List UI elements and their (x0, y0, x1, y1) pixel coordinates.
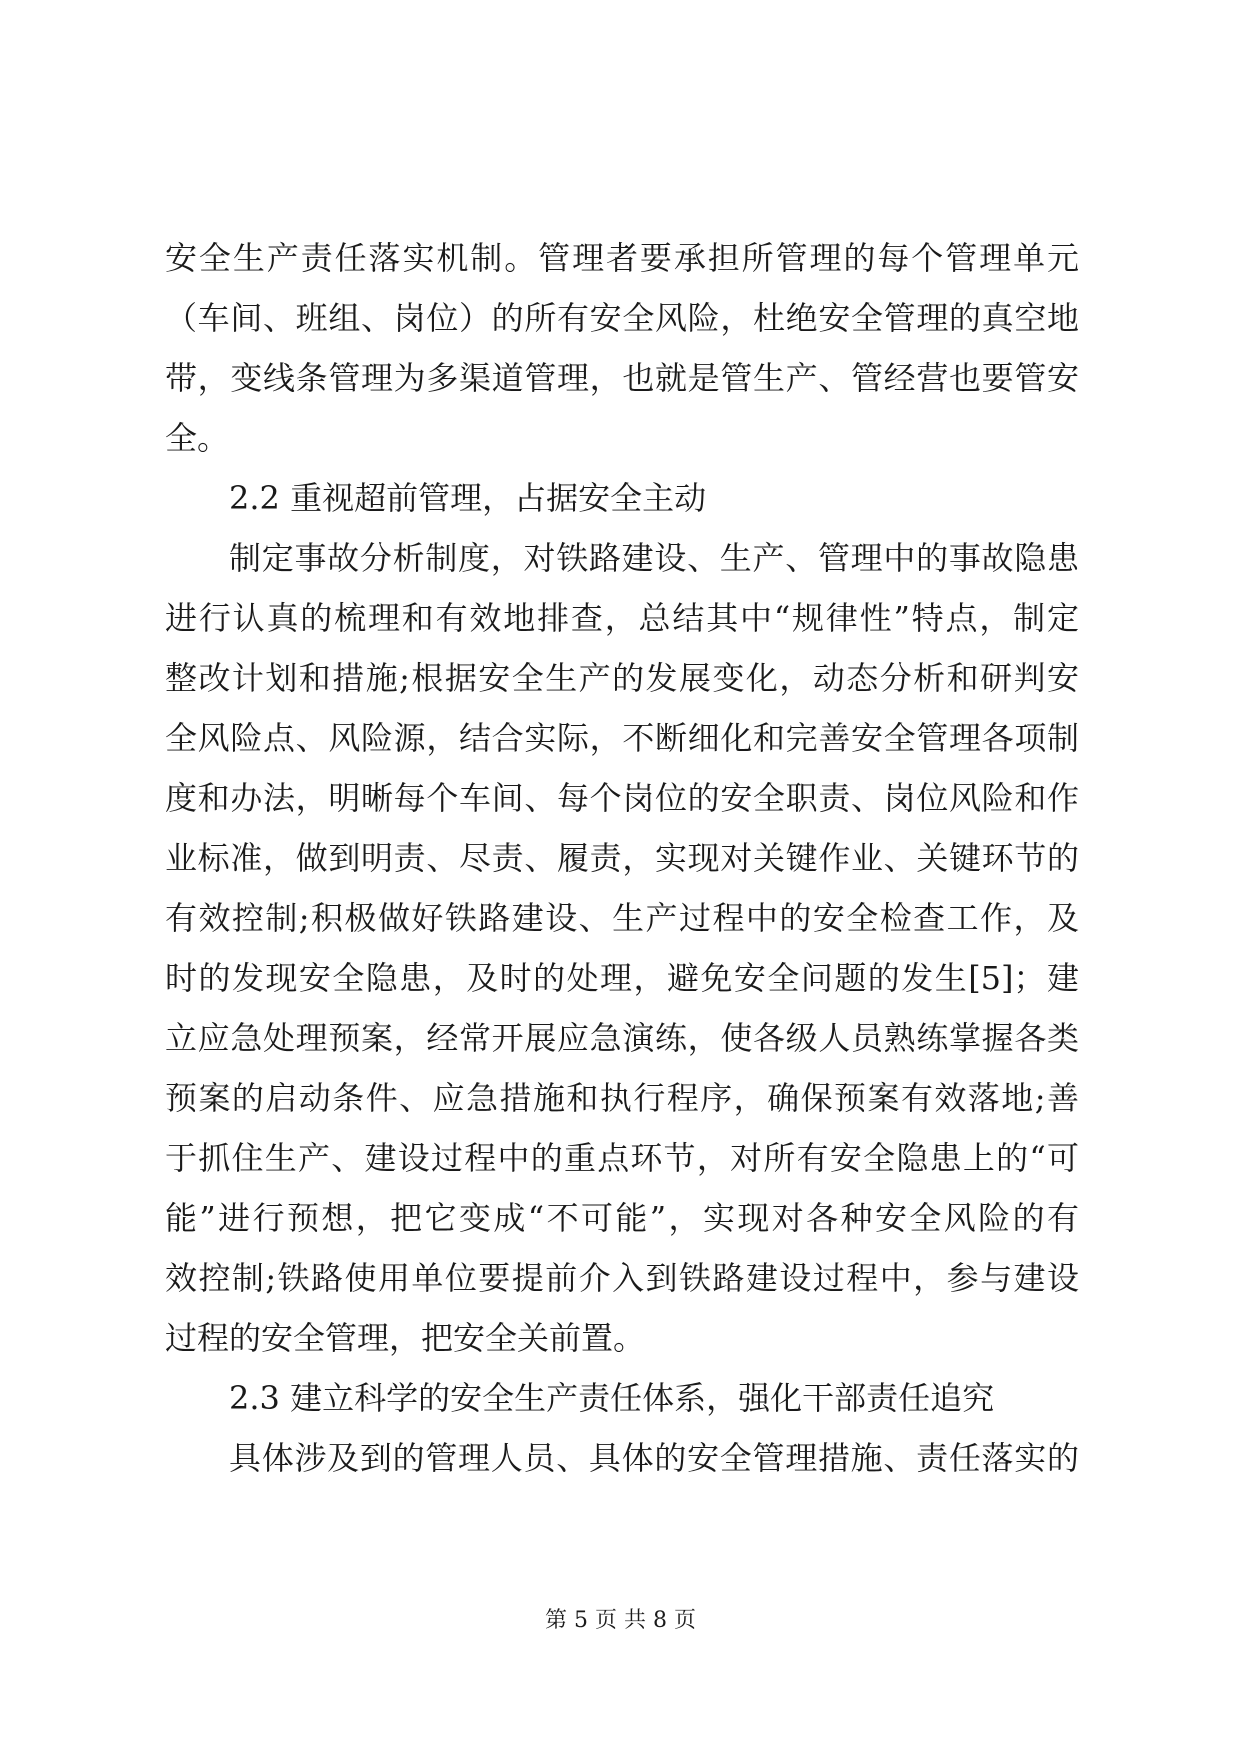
text-line-16: 于抓住生产、建设过程中的重点环节，对所有安全隐患上的“可 (165, 1139, 1079, 1177)
text-line-3: 带，变线条管理为多渠道管理，也就是管生产、管经营也要管安 (165, 359, 1079, 397)
text-line-1: 安全生产责任落实机制。管理者要承担所管理的每个管理单元 (165, 239, 1079, 277)
text-line-2: （车间、班组、岗位）的所有安全风险，杜绝安全管理的真空地 (165, 299, 1079, 337)
section-heading-2-3: 2.3 建立科学的安全生产责任体系，强化干部责任追究 (229, 1379, 995, 1417)
text-line-10: 度和办法，明晰每个车间、每个岗位的安全职责、岗位风险和作 (165, 779, 1079, 817)
text-line-15: 预案的启动条件、应急措施和执行程序，确保预案有效落地;善 (165, 1079, 1079, 1117)
text-line-8: 整改计划和措施;根据安全生产的发展变化，动态分析和研判安 (165, 659, 1079, 697)
page-footer: 第 5 页 共 8 页 (545, 1608, 696, 1633)
text-line-7: 进行认真的梳理和有效地排查，总结其中“规律性”特点，制定 (165, 599, 1079, 637)
text-line-11: 业标准，做到明责、尽责、履责，实现对关键作业、关键环节的 (165, 839, 1079, 877)
text-line-17: 能”进行预想，把它变成“不可能”，实现对各种安全风险的有 (165, 1199, 1079, 1237)
text-line-13: 时的发现安全隐患，及时的处理，避免安全问题的发生[5]；建 (165, 959, 1079, 997)
section-heading-2-2: 2.2 重视超前管理，占据安全主动 (229, 479, 707, 517)
text-line-6: 制定事故分析制度，对铁路建设、生产、管理中的事故隐患 (229, 539, 1079, 577)
text-line-21: 具体涉及到的管理人员、具体的安全管理措施、责任落实的 (229, 1439, 1079, 1477)
text-line-14: 立应急处理预案，经常开展应急演练，使各级人员熟练掌握各类 (165, 1019, 1079, 1057)
text-line-18: 效控制;铁路使用单位要提前介入到铁路建设过程中，参与建设 (165, 1259, 1079, 1297)
text-line-9: 全风险点、风险源，结合实际，不断细化和完善安全管理各项制 (165, 719, 1079, 757)
text-line-4: 全。 (165, 419, 230, 457)
text-line-12: 有效控制;积极做好铁路建设、生产过程中的安全检查工作，及 (165, 899, 1079, 937)
text-line-19: 过程的安全管理，把安全关前置。 (165, 1319, 646, 1357)
